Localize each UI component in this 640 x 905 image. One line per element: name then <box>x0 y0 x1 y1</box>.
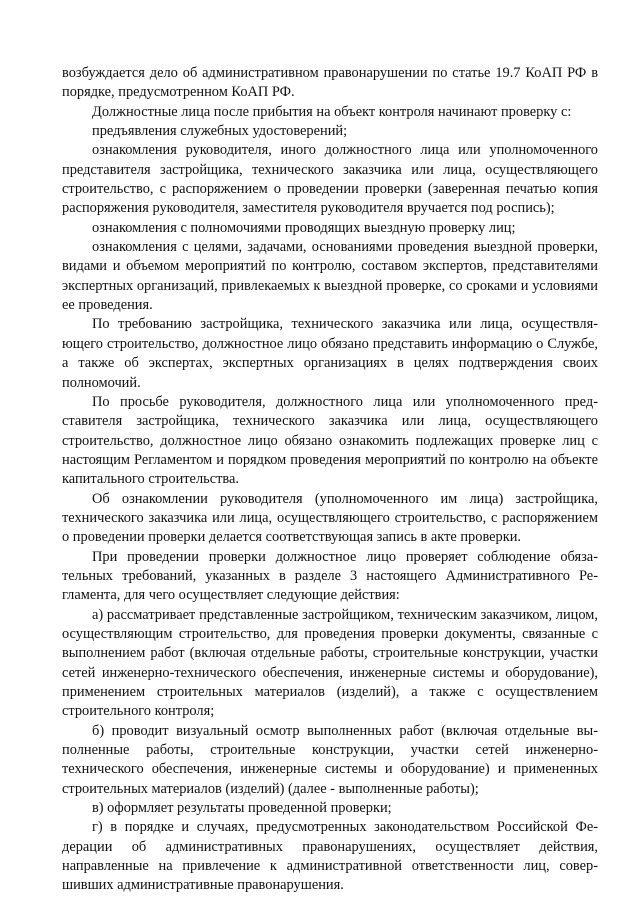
list-item: ознакомления руководителя, иного должностного лица или уполномоченного представителя застройщика, технического заказчика или лица, осуществляющего строительство, с распоряжением о проведении проверки (заверенная печатью копия распоряжения руководителя, заместителя руководителя вручается под роспись); <box>62 142 598 217</box>
list-item: ознакомления с полномочиями проводящих выездную проверку лиц; <box>92 219 516 236</box>
list-item: в) оформляет результаты проведенной проверки; <box>92 800 392 817</box>
paragraph: По требованию застройщика, технического заказчика или лица, осуществляющего строительство, должностное лицо обязано представить информацию о Службе, а также об экспертах, экспертных организациях в целях подтверждения своих полномочий. <box>62 316 598 391</box>
document-page <box>62 64 598 896</box>
paragraph: возбуждается дело об административном правонарушении по статье 19.7 КоАП РФ в порядке, предусмотренном КоАП РФ. <box>62 65 598 101</box>
paragraph: При проведении проверки должностное лицо проверяет соблюдение обязательных требований, указанных в разделе 3 настоящего Административного Регламента, для чего осуществляет следующие действия: <box>62 548 598 604</box>
list-item: б) проводит визуальный осмотр выполненных работ (включая отдельные выполненные работы, строительные конструкции, участки сетей инженерно-технического обеспечения, инженерные системы и оборудование) и примененных строительных материалов (изделий) (далее - выполненные работы); <box>62 722 598 797</box>
list-item: г) в порядке и случаях, предусмотренных законодательством Российской Федерации об административных правонарушениях, осуществляет действия, направленные на привлечение к административной ответственности лиц, совершивших административные правонарушения. <box>62 819 598 894</box>
list-item: а) рассматривает представленные застройщиком, техническим заказчиком, лицом, осуществляющим строительство, для проведения проверки документы, связанные с выполнением работ (включая отдельные работы, строительные конструкции, участки сетей инженерно-технического обеспечения, инженерные системы и оборудование), применением строительных материалов (изделий), а также с осуществлением строительного контроля; <box>62 606 598 720</box>
list-item: ознакомления с целями, задачами, основаниями проведения выездной проверки, видами и объемом мероприятий по контролю, составом экспертов, представителями экспертных организаций, привлекаемых к выездной проверке, со сроками и условиями ее проведения. <box>62 239 598 314</box>
list-item: предъявления служебных удостоверений; <box>92 123 348 140</box>
paragraph: Об ознакомлении руководителя (уполномоченного им лица) застройщика, технического заказчика или лица, осуществляющего строительство, с распоряжением о проведении проверки делается соответствующая запись в акте проверки. <box>62 490 598 546</box>
paragraph: Должностные лица после прибытия на объект контроля начинают проверку с: <box>92 103 572 120</box>
paragraph: По просьбе руководителя, должностного лица или уполномоченного представителя застройщика, технического заказчика или лица, осуществляющего строительство, должностное лицо обязано ознакомить подлежащих проверке лиц с настоящим Регламентом и порядком проведения мероприятий по контролю на объекте капитального строительства. <box>62 393 598 488</box>
